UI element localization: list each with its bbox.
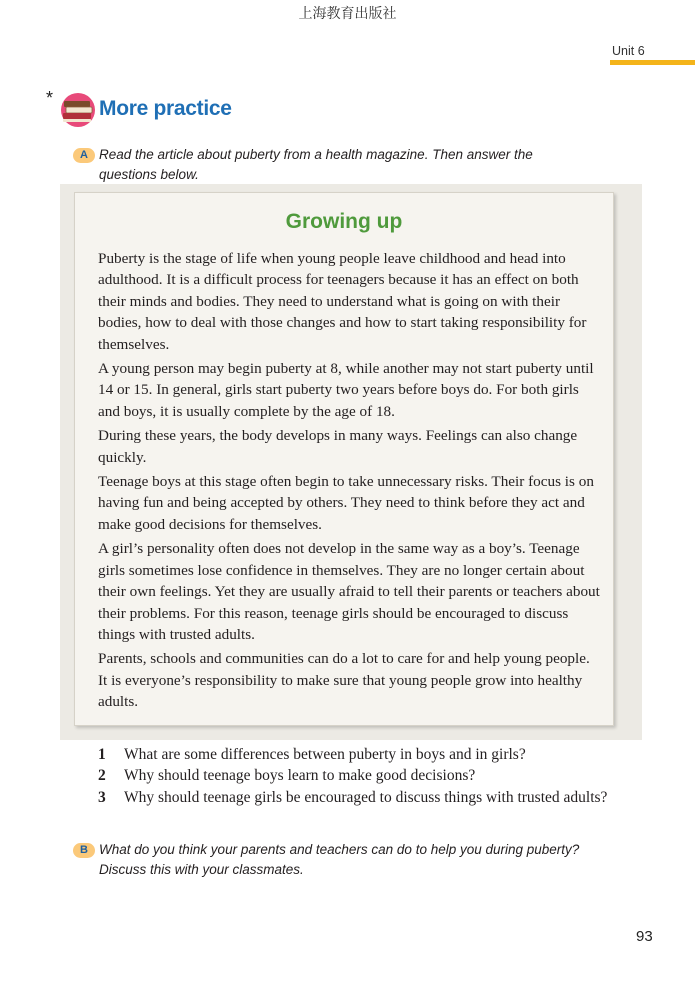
question-number: 1 — [98, 746, 106, 763]
part-a-badge: A — [73, 148, 95, 163]
article-paragraph: Puberty is the stage of life when young people leave childhood and head into adulthood. It is a difficult process for teenagers because it has an effect on both their minds and bodies. They need to understand what is going on with their bodies, how to deal with those changes and how to start taking responsibility for themselves. — [98, 250, 587, 353]
section-title: More practice — [99, 97, 232, 120]
question-number: 2 — [98, 767, 106, 785]
part-b-instruction-line2: Discuss this with your classmates. — [99, 862, 304, 877]
article-paragraph: A young person may begin puberty at 8, while another may not start puberty until 14 or 15. In general, girls start puberty two years before boys do. For both girls and boys, it is usually complete by the age of 18. — [98, 360, 594, 420]
question-text: Why should teenage boys learn to make good decisions? — [124, 767, 476, 785]
question-text: What are some differences between puberty in boys and in girls? — [124, 746, 526, 763]
question-item — [98, 765, 628, 786]
question-item — [98, 787, 628, 808]
question-list — [98, 744, 628, 808]
unit-accent-bar — [610, 60, 695, 65]
optional-asterisk: * — [46, 88, 54, 108]
part-b-badge: B — [73, 843, 95, 858]
article-title: Growing up — [285, 210, 403, 233]
part-a-instruction-line1: Read the article about puberty from a health magazine. Then answer the — [99, 147, 533, 162]
question-text: Why should teenage girls be encouraged to discuss things with trusted adults? — [124, 788, 608, 806]
article-body — [98, 248, 602, 716]
article-paragraph: Teenage boys at this stage often begin to take unnecessary risks. Their focus is on having fun and being accepted by others. They need to think before they act and make good decisions for themselves. — [98, 473, 594, 533]
article-paragraph: Parents, schools and communities can do a lot to care for and help young people. It is everyone’s responsibility to make sure that young people grow into healthy adults. — [98, 650, 590, 711]
article-paragraph: During these years, the body develops in many ways. Feelings can also change quickly. — [98, 427, 578, 466]
article-paragraph: A girl’s personality often does not develop in the same way as a boy’s. Teenage girls sometimes lose confidence in themselves. They are no longer certain about their own feelings. Yet they are usually afraid to tell their parents or teachers about their problems. For this reason, teenage girls should be encouraged to discuss things with trusted adults. — [98, 540, 600, 643]
unit-label: Unit 6 — [612, 44, 645, 58]
publisher-name: 上海教育出版社 — [298, 6, 397, 22]
page-number: 93 — [636, 928, 653, 945]
question-item — [98, 744, 628, 765]
question-number: 3 — [98, 788, 106, 806]
part-b-instruction-line1: What do you think your parents and teachers can do to help you during puberty? — [99, 842, 580, 857]
part-a-instruction-line2: questions below. — [99, 167, 199, 182]
books-stack-icon — [59, 92, 97, 128]
